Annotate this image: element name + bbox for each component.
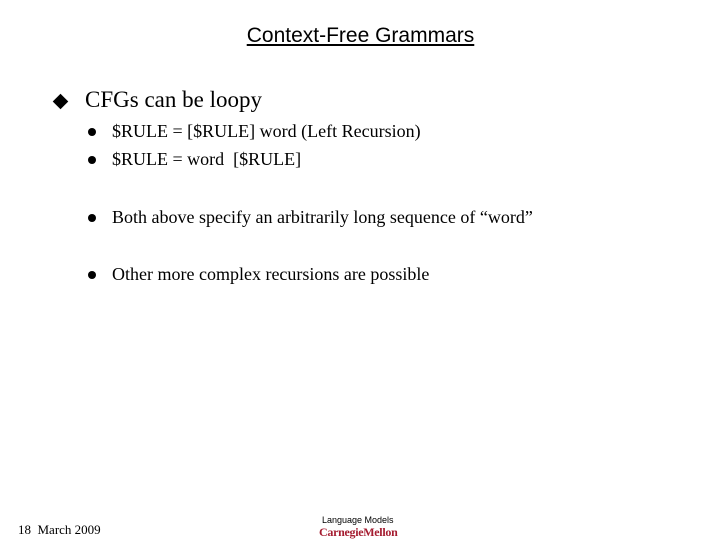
sub-bullet-text: $RULE = word [$RULE] (112, 149, 302, 169)
sub-bullet-text: Both above specify an arbitrarily long sequence of “word” (112, 207, 533, 227)
main-bullet-text: CFGs can be loopy (85, 87, 262, 112)
footer-course-label: Language Models (322, 515, 394, 525)
footer-date: 18 March 2009 (18, 522, 101, 537)
dot-bullet-icon (88, 156, 96, 164)
carnegie-mellon-logo: CarnegieMellon (319, 525, 398, 539)
sub-bullet-text: Other more complex recursions are possible (112, 264, 430, 284)
sub-bullet (88, 207, 533, 228)
sub-bullet (88, 264, 429, 285)
sub-bullet (88, 149, 301, 170)
dot-bullet-icon (88, 271, 96, 279)
diamond-bullet-icon (53, 93, 69, 109)
dot-bullet-icon (88, 214, 96, 222)
dot-bullet-icon (88, 128, 96, 136)
sub-bullet (88, 121, 421, 142)
sub-bullet-text: $RULE = [$RULE] word (Left Recursion) (112, 121, 421, 141)
slide-title-text: Context-Free Grammars (246, 24, 475, 47)
slide-title (0, 24, 720, 48)
main-bullet (55, 87, 262, 113)
